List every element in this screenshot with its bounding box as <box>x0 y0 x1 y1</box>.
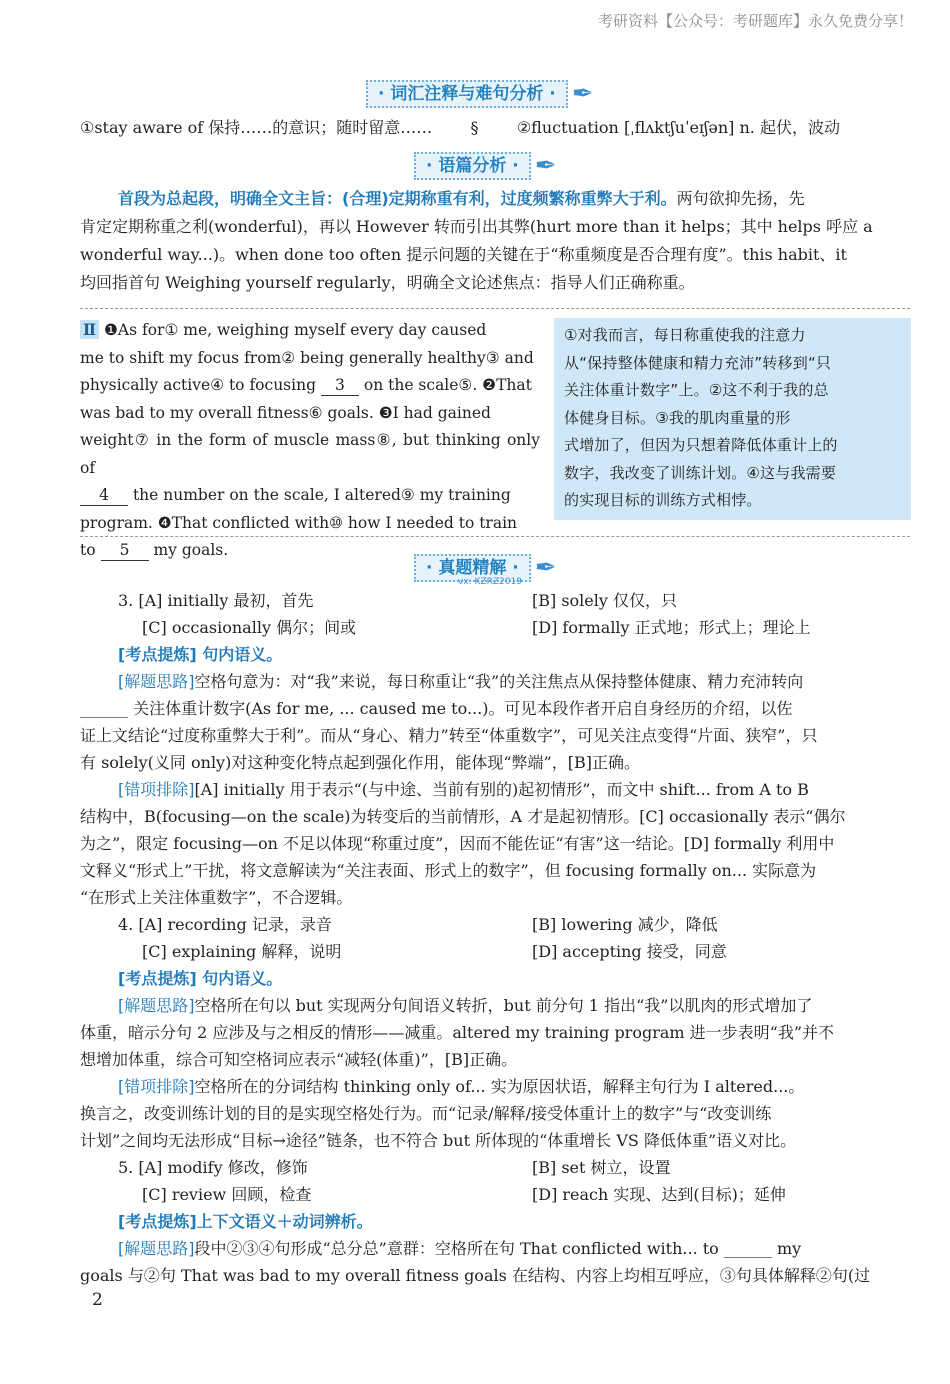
q3-err-1: [错项排除][A] initially 用于表示“(与中途、当前有别的)起初情形”，而文中 shift... from A to B <box>118 780 809 799</box>
divider <box>80 308 910 309</box>
q3-option-c: [C] occasionally 偶尔；间或 <box>142 618 357 637</box>
banner-discourse-label: · 语篇分析 · <box>414 152 531 180</box>
banner-sub: vx: KZRZ2019 <box>458 577 522 587</box>
q4-idea-2: 体重，暗示分句 2 应涉及与之相反的情形——减重。altered my training program 进一步表明“我”并不 <box>80 1023 835 1042</box>
q3-option-b: [B] solely 仅仅，只 <box>532 591 678 610</box>
q4-err-2: 换言之，改变训练计划的目的是实现空格处行为。而“记录/解释/接受体重计上的数字”与“改变训练 <box>80 1104 772 1123</box>
vocab-row <box>80 117 840 139</box>
q3-err-3: 为之”，限定 focusing—on 不足以体现“称重过度”，因而不能佐证“有害”这一结论。[D] formally 利用中 <box>80 834 835 853</box>
passage-line-8: to 5 my goals. <box>80 541 229 559</box>
q5-option-d: [D] reach 实现、达到(目标)；延伸 <box>532 1185 786 1204</box>
passage-line-5: weight⑦ in the form of muscle mass⑧, but thinking only of <box>80 431 540 477</box>
discourse-line-4: 均回指首句 Weighing yourself regularly，明确全文论述焦点：指导人们正确称重。 <box>80 273 695 292</box>
passage-paragraph <box>80 316 540 565</box>
translation-line: 式增加了，但因为只想着降低体重计上的 <box>564 436 838 454</box>
banner-discourse <box>414 152 557 180</box>
pen-icon: ✒ <box>571 79 594 109</box>
q4-option-b: [B] lowering 减少，降低 <box>532 915 718 934</box>
q5-option-c: [C] review 回顾，检查 <box>142 1185 312 1204</box>
q5-option-b: [B] set 树立，设置 <box>532 1158 671 1177</box>
q4-err-1: [错项排除]空格所在的分词结构 thinking only of... 实为原因状语，解释主句行为 I altered...。 <box>118 1077 805 1096</box>
q3-idea-2: ______ 关注体重计数字(As for me, ... caused me to...)。可见本段作者开启自身经历的介绍，以佐 <box>80 699 793 718</box>
divider <box>80 536 910 537</box>
pen-icon: ✒ <box>534 553 557 583</box>
passage-line-7: program. ❹That conflicted with⑩ how I needed to train <box>80 513 518 532</box>
q3-err-5: “在形式上关注体重数字”，不合逻辑。 <box>80 888 353 907</box>
page-number: 2 <box>92 1290 103 1310</box>
q3-idea-4: 有 solely(义同 only)对这种变化特点起到强化作用，能体现“弊端”，[B]正确。 <box>80 753 640 772</box>
passage-line-2: me to shift my focus from② being generally healthy③ and <box>80 348 534 367</box>
banner-vocab <box>366 80 594 108</box>
q4-option-c: [C] explaining 解释，说明 <box>142 942 342 961</box>
q4-idea-1: [解题思路]空格所在句以 but 实现两分句间语义转折，but 前分句 1 指出“我”以肌肉的形式增加了 <box>118 996 813 1015</box>
q5-point: [考点提炼]上下文语义＋动词辨析。 <box>118 1212 373 1231</box>
pen-icon: ✒ <box>534 151 557 181</box>
translation-line: 从“保持整体健康和精力充沛”转移到“只 <box>564 353 832 372</box>
discourse-line-2: 肯定定期称重之利(wonderful)，再以 However 转而引出其弊(hurt more than it helps；其中 helps 呼应 a <box>80 217 873 236</box>
watermark: 考研资料【公众号：考研题库】永久免费分享！ <box>598 12 914 30</box>
q3-idea-1: [解题思路]空格句意为：对“我”来说，每日称重让“我”的关注焦点从保持整体健康、精力充沛转向 <box>118 672 804 691</box>
q4-point: [考点提炼] 句内语义。 <box>118 969 283 988</box>
translation-line: 关注体重计数字”上。②这不利于我的总 <box>564 381 829 399</box>
q5-option-a: 5. [A] modify 修改，修饰 <box>118 1158 308 1177</box>
q4-err-3: 计划”之间均无法形成“目标→途径”链条，也不符合 but 所体现的“体重增长 VS 降低体重”语义对比。 <box>80 1131 797 1150</box>
passage-line-1: Ⅱ ❶As for① me, weighing myself every day caused <box>80 316 540 345</box>
q3-err-2: 结构中，B(focusing—on the scale)为转变后的当前情形，A 才是起初情形。[C] occasionally 表示“偶尔 <box>80 807 846 826</box>
banner-vocab-label: · 词汇注释与难句分析 · <box>366 80 568 108</box>
q5-idea-2: goals 与②句 That was bad to my overall fitness goals 在结构、内容上均相互呼应，③句具体解释②句(过 <box>80 1266 871 1285</box>
blank-5: 5 <box>101 540 149 561</box>
q3-idea-3: 证上文结论“过度称重弊大于利”。而从“身心、精力”转至“体重数字”，可见关注点变得“片面、狭窄”，只 <box>80 726 818 745</box>
blank-3: 3 <box>321 375 359 396</box>
q4-option-a: 4. [A] recording 记录，录音 <box>118 915 332 934</box>
q3-err-4: 文释义“形式上”干扰，将文意解读为“关注表面、形式上的数字”，但 focusing formally on... 实际意为 <box>80 861 817 880</box>
discourse-line-3: wonderful way...)。when done too often 提示问题的关键在于“称重频度是否合理有度”。this habit、it <box>80 245 847 264</box>
passage-line-3: physically active④ to focusing 3 on the scale⑤. ❷That <box>80 376 532 394</box>
translation-line: ①对我而言，每日称重使我的注意力 <box>564 326 806 344</box>
banner-answers-label: · 真题精解 · <box>414 554 531 582</box>
q5-idea-1: [解题思路]段中②③④句形成“总分总”意群：空格所在句 That conflicted with... to ______ my <box>118 1239 802 1258</box>
translation-box <box>554 318 911 520</box>
q3-option-d: [D] formally 正式地；形式上；理论上 <box>532 618 811 637</box>
translation-line: 数字，我改变了训练计划。④这与我需要 <box>564 463 837 482</box>
vocab-separator: § <box>470 118 479 137</box>
vocab-left: ①stay aware of 保持……的意识；随时留意…… <box>80 118 433 137</box>
translation-line: 体健身目标。③我的肌肉重量的形 <box>564 408 791 427</box>
q4-option-d: [D] accepting 接受，同意 <box>532 942 727 961</box>
passage-line-6: 4 the number on the scale, I altered⑨ my training <box>80 482 540 510</box>
vocab-right: ②fluctuation [ˌflʌktʃuˈeɪʃən] n. 起伏，波动 <box>516 118 840 137</box>
q4-idea-3: 想增加体重，综合可知空格词应表示“减轻(体重)”，[B]正确。 <box>80 1050 518 1069</box>
blank-4: 4 <box>80 485 128 506</box>
discourse-line-1: 首段为总起段，明确全文主旨：(合理)定期称重有利，过度频繁称重弊大于利。两句欲抑先扬，先 <box>118 189 805 208</box>
q3-point: [考点提炼] 句内语义。 <box>118 645 283 664</box>
passage-line-4: was bad to my overall fitness⑥ goals. ❸I had gained <box>80 403 491 422</box>
translation-line: 的实现目标的训练方式相悖。 <box>564 491 762 509</box>
